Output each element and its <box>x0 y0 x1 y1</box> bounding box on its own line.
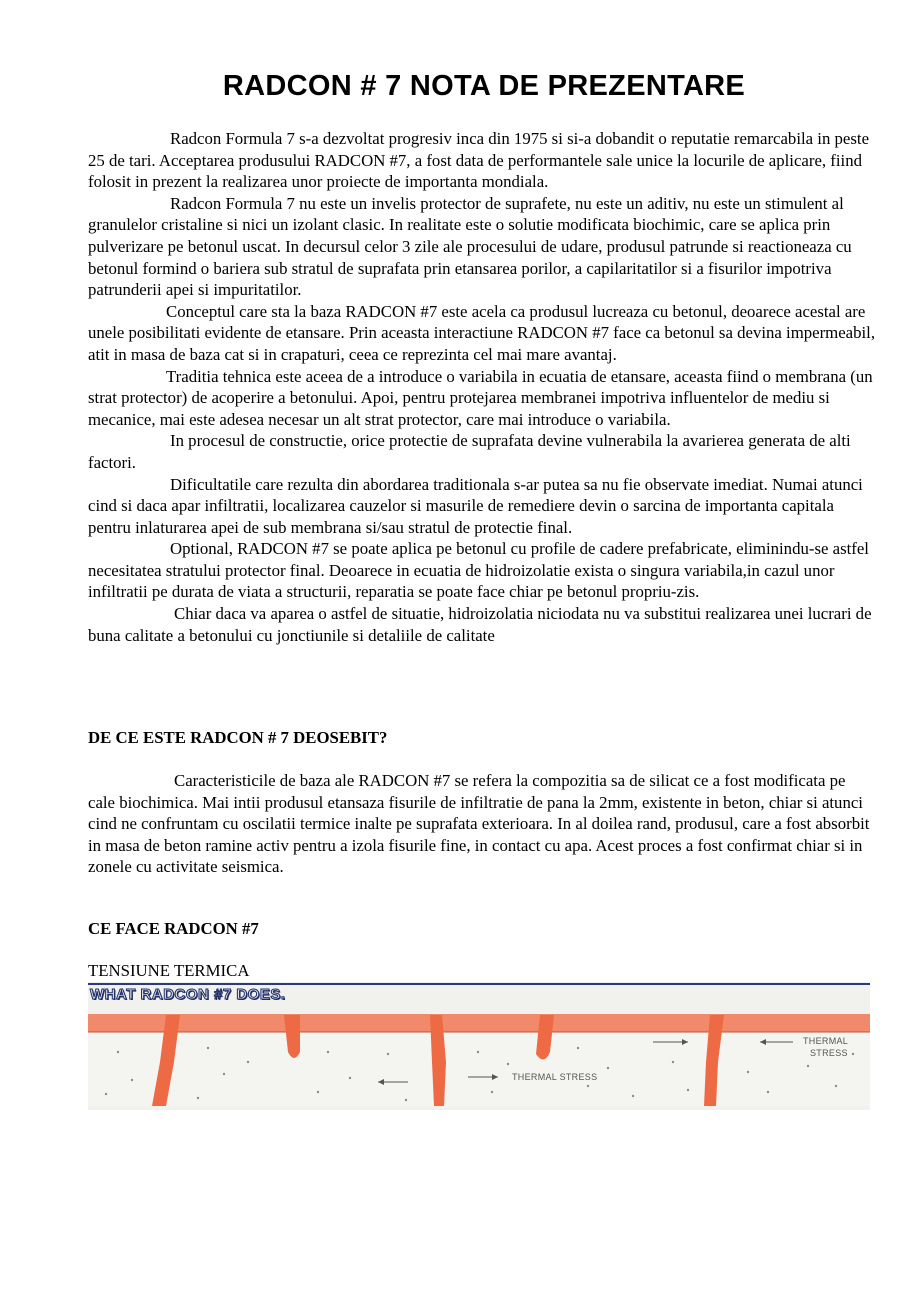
paragraph: Optional, RADCON #7 se poate aplica pe betonul cu profile de cadere prefabricate, eliminindu-se astfel necesitatea stratului protector final. Deoarece in ecuatia de hidroizolatie exista o singura variabila,in cazul unor infiltratii pe durata de viata a structurii, reparatia se poate face chiar pe betonul propriu-zis. <box>88 539 869 602</box>
concrete-body <box>88 1032 870 1106</box>
paragraph: Caracteristicile de baza ale RADCON #7 se refera la compozitia sa de silicat ce a fost modificata pe cale biochimica. Mai intii produsul etansaza fisurile de infiltratie de pana la 2mm, existente in beton, chiar si atunci cind ne confruntam cu oscilatii termice inalte pe suprafata exterioara. In al doilea rand, produsul, care a fost absorbit in masa de beton ramine activ pentru a izola fisurile fine, in contact cu apa. Acest proces a fost confirmat chiar si in zonele cu activitate seismica. <box>88 771 870 877</box>
figure-title: WHAT RADCON #7 DOES. <box>90 986 286 1003</box>
paragraph: In procesul de constructie, orice protectie de suprafata devine vulnerabila la avarierea generata de alti factori. <box>88 431 851 472</box>
paragraph: Radcon Formula 7 s-a dezvoltat progresiv inca din 1975 si si-a dobandit o reputatie remarcabila in peste 25 de tari. Acceptarea produsului RADCON #7, a fost data de performantele sale unice la locurile de aplicare, fiind folosit in prezent la realizarea unor proiecte de importanta mondiala. <box>88 129 870 192</box>
paragraph: Dificultatile care rezulta din abordarea traditionala s-ar putea sa nu fie observate imediat. Numai atunci cind si daca apar infiltratii, localizarea cauzelor si masurile de remediere devin o sarcina de importanta capitala pentru inlaturarea apei de sub membrana si/sau stratul de protectie final. <box>88 474 863 537</box>
thermal-label-right: THERMAL <box>803 1036 849 1046</box>
thermal-stress-label: THERMAL STRESS <box>512 1072 598 1082</box>
membrane-layer <box>88 1014 870 1032</box>
intro-section <box>88 128 876 646</box>
deosebit-section <box>88 770 876 878</box>
section-heading-deosebit: DE CE ESTE RADCON # 7 DEOSEBIT? <box>88 728 388 747</box>
paragraph: Chiar daca va aparea o astfel de situatie, hidroizolatia niciodata nu va substitui realizarea unei lucrari de buna calitate a betonului cu jonctiunile si detaliile de calitate <box>88 604 872 645</box>
paragraph: Traditia tehnica este aceea de a introduce o variabila in ecuatia de etansare, aceasta fiind o membrana (un strat protector) de acoperire a betonului. Apoi, pentru protejarea membranei impotriva influentelor de mediu si mecanice, mai este adesea necesar un alt strat protector, care mai introduce o variabila. <box>88 366 873 429</box>
subheading-tensiune-termica: TENSIUNE TERMICA <box>88 961 250 980</box>
paragraph: Radcon Formula 7 nu este un invelis protector de suprafete, nu este un aditiv, nu este un stimulent al granulelor cristaline si nici un izolant clasic. In realitate este o solutie modificata biochimic, care se aplica prin pulverizare pe betonul uscat. In decursul celor 3 zile ale procesului de udare, produsul patrunde si reactioneaza cu betonul formind o bariera sub stratul de suprafata prin etansarea porilor, a capilaritatilor si a fisurilor impotriva patrunderii apei si impuritatilor. <box>88 193 852 300</box>
paragraph: Conceptul care sta la baza RADCON #7 este acela ca produsul lucreaza cu betonul, deoarece acestal are unele posibilitati evidente de etansare. Prin aceasta interactiune RADCON #7 face ca betonul sa devina impermeabil, atit in masa de baza cat si in crapaturi, ceea ce reprezinta cel mai mare avantaj. <box>88 301 876 364</box>
page-title: RADCON # 7 NOTA DE PREZENTARE <box>222 70 746 102</box>
stress-label-right: STRESS <box>810 1048 848 1058</box>
section-heading-ce-face: CE FACE RADCON #7 <box>88 919 259 938</box>
thermal-stress-figure <box>88 982 870 1110</box>
